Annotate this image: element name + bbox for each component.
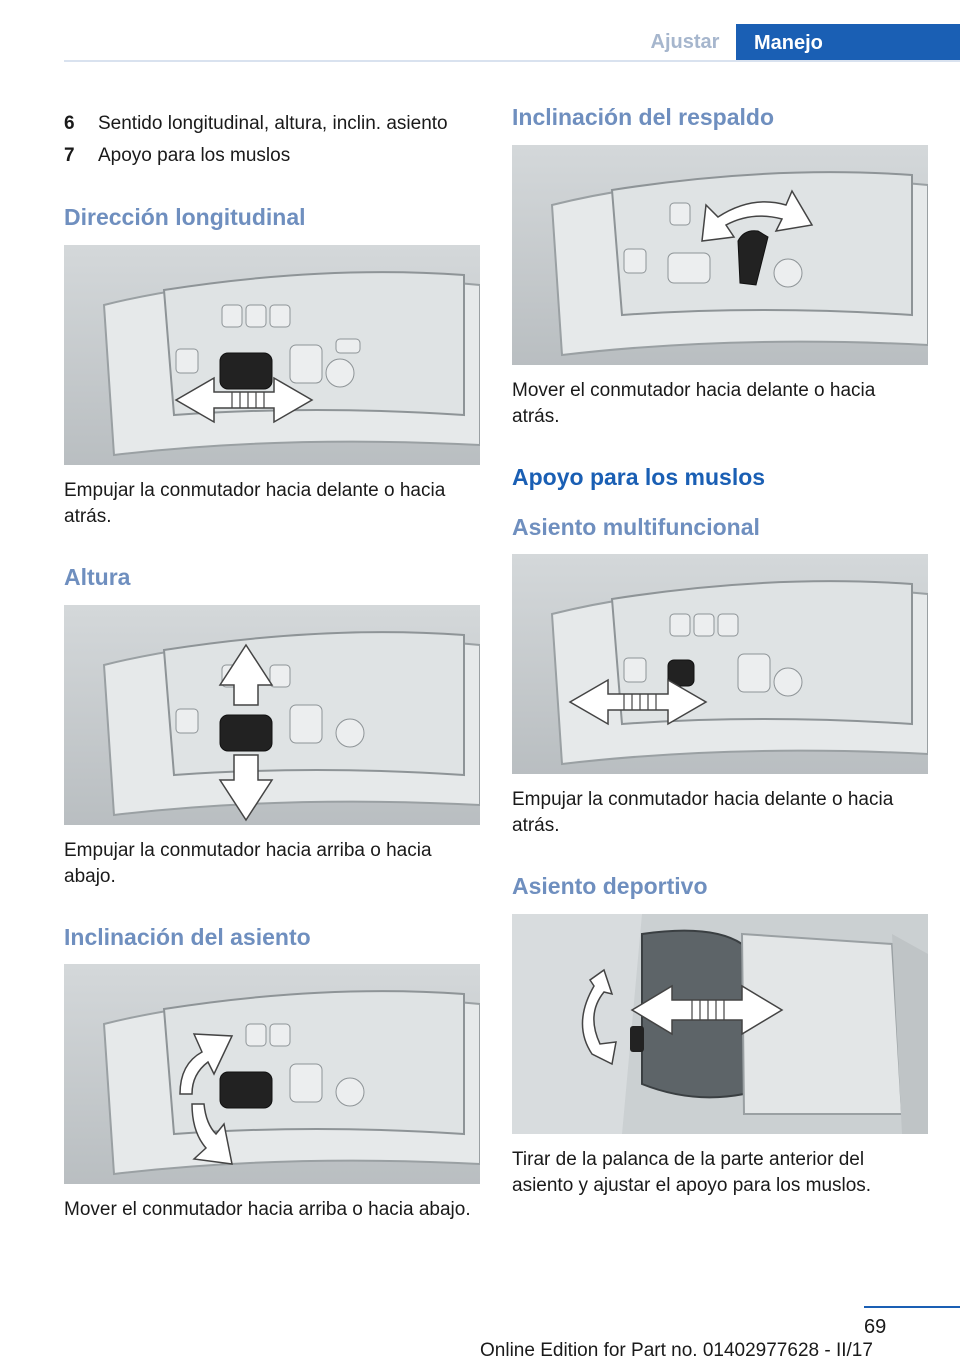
text-altura: Empujar la conmutador hacia arriba o hacia abajo. xyxy=(64,840,432,887)
tab-ajustar[interactable]: Ajustar xyxy=(650,30,720,53)
tab-manejo[interactable]: Manejo xyxy=(736,24,960,62)
figure-backrest-tilt xyxy=(512,145,928,365)
list-item-number: 7 xyxy=(64,145,75,166)
edition-note: Online Edition for Part no. 01402977628 - II/17 xyxy=(480,1340,873,1361)
figure-sport-seat xyxy=(512,914,928,1134)
list-item-text: Sentido longitudinal, altura, inclin. asiento xyxy=(98,113,448,134)
heading-muslos: Apoyo para los muslos xyxy=(512,464,766,490)
list-item-number: 6 xyxy=(64,113,75,134)
text-respaldo: Mover el conmutador hacia delante o hacia atrás. xyxy=(512,380,876,427)
list-item xyxy=(64,112,480,136)
text-multifuncional: Empujar la conmutador hacia delante o hacia atrás. xyxy=(512,789,894,836)
text-longitudinal: Empujar la conmutador hacia delante o hacia atrás. xyxy=(64,480,446,527)
heading-inclinacion-asiento: Inclinación del asiento xyxy=(64,924,311,950)
text-inclinacion-asiento: Mover el conmutador hacia arriba o hacia abajo. xyxy=(64,1199,471,1220)
figure-seat-tilt xyxy=(64,964,480,1184)
list-item xyxy=(64,144,480,168)
page-number: 69 xyxy=(864,1316,887,1338)
figure-multifunction-seat xyxy=(512,554,928,774)
figure-seat-longitudinal xyxy=(64,245,480,465)
heading-longitudinal: Dirección longitudinal xyxy=(64,204,306,230)
heading-respaldo: Inclinación del respaldo xyxy=(512,104,775,130)
heading-multifuncional: Asiento multifuncional xyxy=(512,514,760,540)
header-divider xyxy=(64,60,960,62)
text-deportivo: Tirar de la palanca de la parte anterior del asiento y ajustar el apoyo para los muslos. xyxy=(512,1149,872,1196)
footer-divider xyxy=(864,1306,960,1308)
list-item-text: Apoyo para los muslos xyxy=(98,145,291,166)
heading-deportivo: Asiento deportivo xyxy=(512,873,708,899)
heading-altura: Altura xyxy=(64,564,131,590)
figure-seat-height xyxy=(64,605,480,825)
